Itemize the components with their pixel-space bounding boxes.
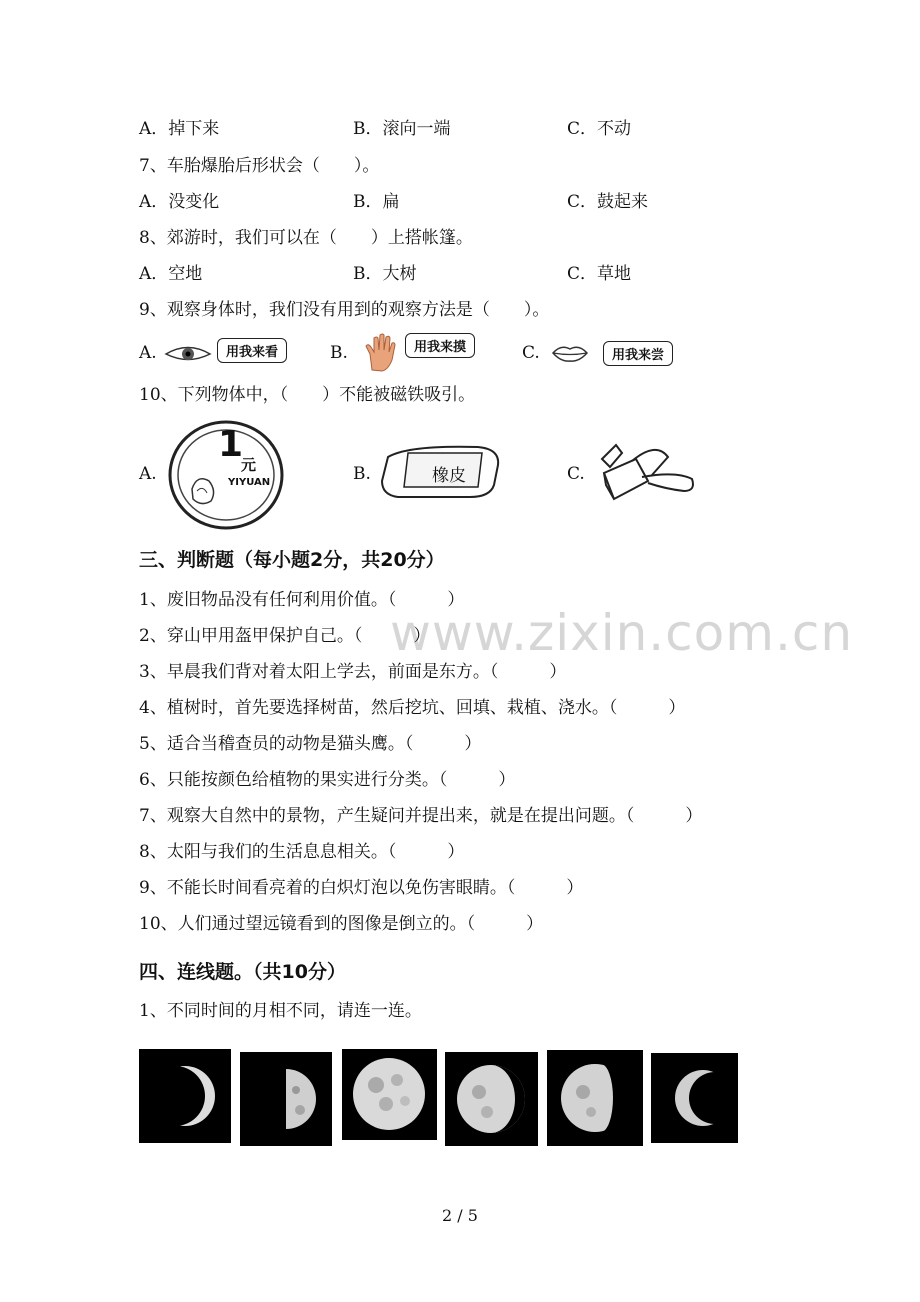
eye-icon [163, 343, 213, 365]
coin-unit: 元 [241, 456, 257, 474]
q6-option-c: C．不动 [567, 119, 632, 139]
q6-option-a: A．掉下来 [139, 119, 220, 139]
moon-photo-2 [240, 1052, 332, 1146]
q6-option-b: B．滚向一端 [353, 119, 451, 139]
section3-title: 三、判断题（每小题2分，共20分） [139, 549, 445, 571]
q9-stem: 9、观察身体时，我们没有用到的观察方法是（ ）。 [139, 300, 550, 320]
eraser-label: 橡皮 [432, 466, 466, 486]
q9-bubble-c: 用我来尝 [603, 341, 673, 366]
moon-photo-5 [547, 1050, 643, 1146]
last-quarter-moon [547, 1050, 643, 1146]
q7-option-b: B．扁 [353, 192, 400, 212]
moon-photo-6 [651, 1053, 738, 1143]
binder-clip-image [596, 437, 702, 505]
q10-option-b: B. [353, 464, 371, 484]
coin-value: 1 [218, 424, 244, 465]
matching-question-1: 1、不同时间的月相不同，请连一连。 [139, 1001, 422, 1021]
q7-option-a: A．没变化 [139, 192, 220, 212]
moon-photo-4 [445, 1052, 538, 1146]
judge-item-2: 2、穿山甲用盔甲保护自己。（ ） [139, 626, 431, 646]
judge-item-5: 5、适合当稽查员的动物是猫头鹰。（ ） [139, 734, 482, 754]
q9-bubble-b: 用我来摸 [405, 333, 475, 358]
coin-text: YIYUAN [228, 477, 271, 488]
q8-stem: 8、郊游时，我们可以在（ ）上搭帐篷。 [139, 228, 473, 248]
full-moon [342, 1049, 437, 1140]
q8-option-a: A．空地 [139, 264, 203, 284]
q9-option-b: B. [330, 343, 348, 363]
judge-item-4: 4、植树时，首先要选择树苗，然后挖坑、回填、栽植、浇水。（ ） [139, 698, 686, 718]
first-quarter-moon [240, 1052, 332, 1146]
section4-title: 四、连线题。（共10分） [139, 961, 346, 983]
moon-photo-3 [342, 1049, 437, 1140]
q10-option-c: C. [567, 464, 585, 484]
judge-item-8: 8、太阳与我们的生活息息相关。（ ） [139, 842, 465, 862]
q10-option-a: A. [139, 464, 157, 484]
moon-photo-1 [139, 1049, 231, 1143]
q9-option-c: C. [522, 343, 540, 363]
judge-item-3: 3、早晨我们背对着太阳上学去，前面是东方。（ ） [139, 662, 567, 682]
waxing-crescent-moon [139, 1049, 231, 1143]
lips-icon [551, 343, 589, 363]
page-number: 2 / 5 [442, 1206, 478, 1225]
q8-option-c: C．草地 [567, 264, 632, 284]
judge-item-6: 6、只能按颜色给植物的果实进行分类。（ ） [139, 770, 516, 790]
q9-option-a: A. [139, 343, 157, 363]
judge-item-9: 9、不能长时间看亮着的白炽灯泡以免伤害眼睛。（ ） [139, 878, 584, 898]
waning-gibbous-moon [445, 1052, 538, 1146]
judge-item-1: 1、废旧物品没有任何利用价值。（ ） [139, 590, 465, 610]
q8-option-b: B．大树 [353, 264, 417, 284]
watermark: www.zixin.com.cn [390, 604, 854, 662]
q10-stem: 10、下列物体中，（ ）不能被磁铁吸引。 [139, 385, 476, 405]
hand-icon [362, 332, 402, 372]
judge-item-7: 7、观察大自然中的景物，产生疑问并提出来，就是在提出问题。（ ） [139, 806, 703, 826]
waning-crescent-moon [651, 1053, 738, 1143]
q7-stem: 7、车胎爆胎后形状会（ ）。 [139, 156, 380, 176]
judge-item-10: 10、人们通过望远镜看到的图像是倒立的。（ ） [139, 914, 544, 934]
q9-bubble-a: 用我来看 [217, 338, 287, 363]
q7-option-c: C．鼓起来 [567, 192, 649, 212]
